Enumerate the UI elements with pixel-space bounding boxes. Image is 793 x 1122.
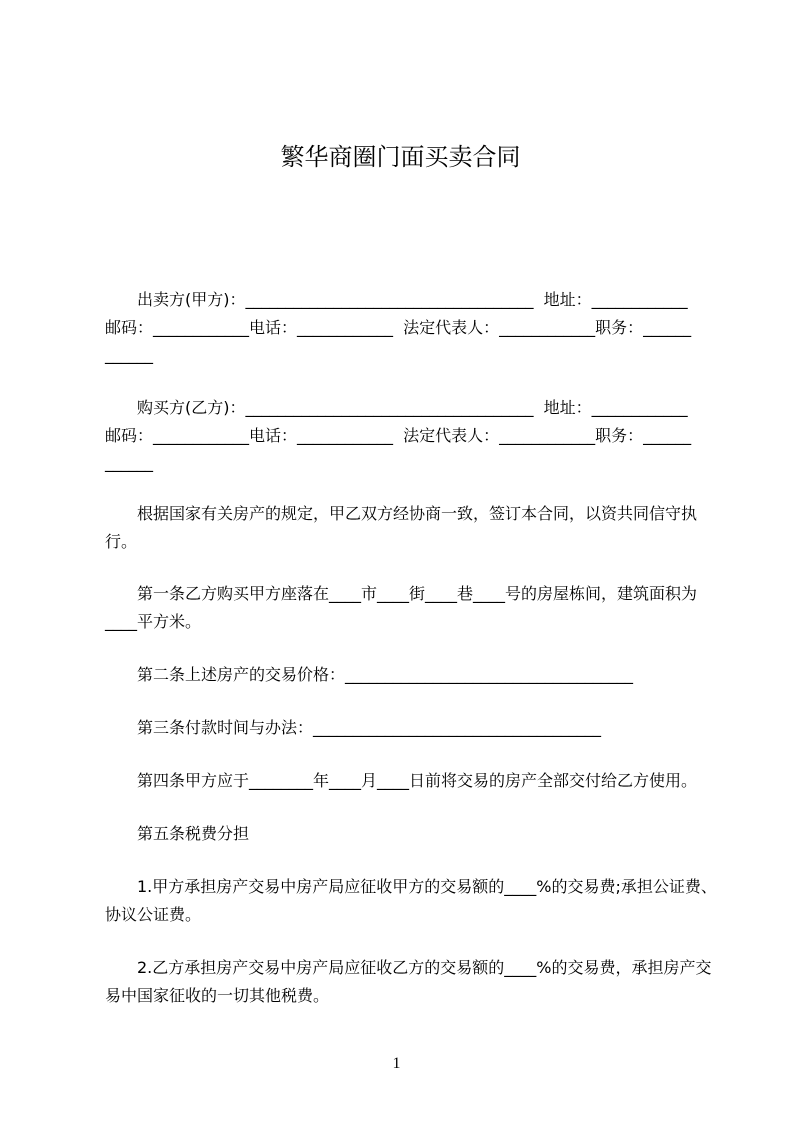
article-5-item-2: [105, 954, 745, 1009]
page-number: 1: [392, 1055, 401, 1072]
buyer-info-line: 购买方(乙方)：____________________________________ 地址：____________: [137, 398, 688, 417]
article-5-item-1-line: 1.甲方承担房产交易中房产局应征收甲方的交易额的____%的交易费;承担公证费、: [137, 877, 717, 896]
seller-info-line: 出卖方(甲方)：____________________________________ 地址：____________: [137, 290, 688, 309]
article-3-line: 第三条付款时间与办法：____________________________________: [137, 718, 602, 737]
article-5-item-2-line: 易中国家征收的一切其他税费。: [105, 985, 330, 1005]
article-1-line: 第一条乙方购买甲方座落在____市____街____巷____号的房屋栋间，建筑面积为: [137, 584, 698, 603]
article-1-line: ____平方米。: [105, 611, 202, 631]
article-4: [105, 767, 745, 795]
seller-info-line: 邮码：____________电话：____________ 法定代表人：____________职务：______: [105, 317, 692, 337]
article-2-line: 第二条上述房产的交易价格：____________________________________: [137, 665, 634, 684]
article-5-line: 第五条税费分担: [137, 824, 250, 843]
article-4-line: 第四条甲方应于________年____月____日前将交易的房产全部交付给乙方使用。: [137, 771, 698, 790]
preamble-paragraph: [105, 500, 745, 555]
preamble-line: 根据国家有关房产的规定，甲乙双方经协商一致，签订本合同，以资共同信守执: [137, 504, 698, 523]
article-5-item-1-line: 协议公证费。: [105, 904, 202, 924]
seller-info: [105, 286, 745, 369]
seller-info-line: ______: [105, 345, 153, 364]
buyer-info-line: 邮码：____________电话：____________ 法定代表人：____________职务：______: [105, 425, 692, 445]
buyer-info-line: ______: [105, 453, 153, 472]
preamble-line: 行。: [105, 531, 138, 551]
buyer-info: [105, 394, 745, 477]
contract-title: 繁华商圈门面买卖合同: [280, 143, 521, 171]
article-5-item-1: [105, 873, 745, 928]
article-5-heading: [105, 820, 745, 848]
article-2: [105, 661, 745, 689]
article-5-item-2-line: 2.乙方承担房产交易中房产局应征收乙方的交易额的____%的交易费，承担房产交: [137, 958, 712, 977]
article-1: [105, 580, 745, 635]
article-3: [105, 714, 745, 742]
